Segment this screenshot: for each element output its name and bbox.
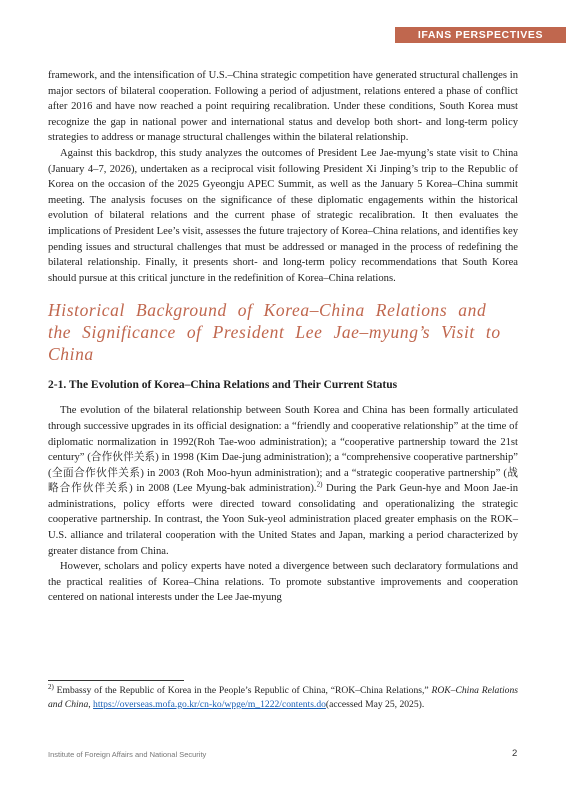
body-paragraph: framework, and the intensification of U.S.–China strategic competition have generated structural challenges in major sectors of bilateral cooperation. Following a period of adjustment, relations entered a phase of conflict after 2016 and have now reached a point requiring recalibration. Under these conditions, South Korea must recognize the gap in national power and international status and develop both short- and long-term policy strategies to address or manage structural challenges within the bilateral relationship. (48, 70, 518, 144)
footnote-source-title: ROK–China Relations and China (48, 685, 519, 710)
page-number: 2 (512, 748, 518, 759)
main-content (48, 68, 518, 606)
paragraph-text: The evolution of the bilateral relationship between South Korea and China has been formally articulated through successive upgrades in its official designation: a “friendly and cooperative relationship” at the time of diplomatic normalization in 1992(Roh Tae-woo administration); a “cooperative partnership toward the 21st century” (合作伙伴关系) in 1998 (Kim Dae-jung administration); a “comprehensive cooperative partnership” (全面合作伙伴关系) in 2003 (Roh Moo-hyun administration); and a “strategic cooperative partnership” (战略合作伙伴关系) in 2008 (Lee Myung-bak administration). (48, 405, 518, 495)
footnote (48, 684, 518, 711)
body-paragraph: Against this backdrop, this study analyzes the outcomes of President Lee Jae-myung’s state visit to China (January 4–7, 2026), undertaken as a reciprocal visit following President Xi Jinping’s trip to the Republic of Korea on the occasion of the 2025 Gyeongju APEC Summit, as well as the January 5 Korea–China summit meeting. The analysis focuses on the significance of these diplomatic engagements within the historical evolution of bilateral relations and the current phase of strategic recalibration. It then evaluates the implications of President Lee’s visit, assesses the future trajectory of Korea–China relations, and identifies key pending issues and structural challenges that must be addressed or managed in the process of redefining the bilateral relationship. Finally, it presents short- and long-term policy recommendations that South Korea should pursue at this critical juncture in the redefinition of Korea–China relations. (48, 147, 518, 284)
series-badge: IFANS PERSPECTIVES (395, 27, 566, 43)
footer-institute: Institute of Foreign Affairs and National Security (48, 750, 207, 759)
section-heading: Historical Background of Korea–China Relations and the Significance of President Lee Jae–myung’s Visit to China (48, 300, 501, 365)
footnote-separator: , (88, 698, 94, 710)
footnote-text: Embassy of the Republic of Korea in the People’s Republic of China, “ROK–China Relations,” (53, 685, 432, 696)
body-paragraph (48, 403, 518, 559)
footnote-divider (48, 680, 184, 681)
subsection-heading: 2-1. The Evolution of Korea–China Relations and Their Current Status (48, 379, 398, 392)
footnote-link[interactable]: https://overseas.mofa.go.kr/cn-ko/wpge/m_1222/contents.do (93, 698, 326, 710)
paragraph-text: During the Park Geun-hye and Moon Jae-in administrations, policy efforts were directed toward consolidating and operationalizing the strategic cooperative partnership. In contrast, the Yoon Suk-yeol administration placed greater emphasis on the ROK–U.S. alliance and trilateral cooperation with the United States and Japan, marking a period characterized by greater distance from China. (48, 483, 518, 557)
body-paragraph: However, scholars and policy experts have noted a divergence between such declaratory formulations and the practical realities of Korea–China relations. To promote substantive improvements and cooperation centered on national interests under the Lee Jae-myung (48, 561, 518, 604)
footnote-access-date: (accessed May 25, 2025). (325, 698, 425, 710)
footnote-marker: 2) (48, 682, 54, 691)
footnote-reference[interactable]: 2) (316, 480, 323, 489)
